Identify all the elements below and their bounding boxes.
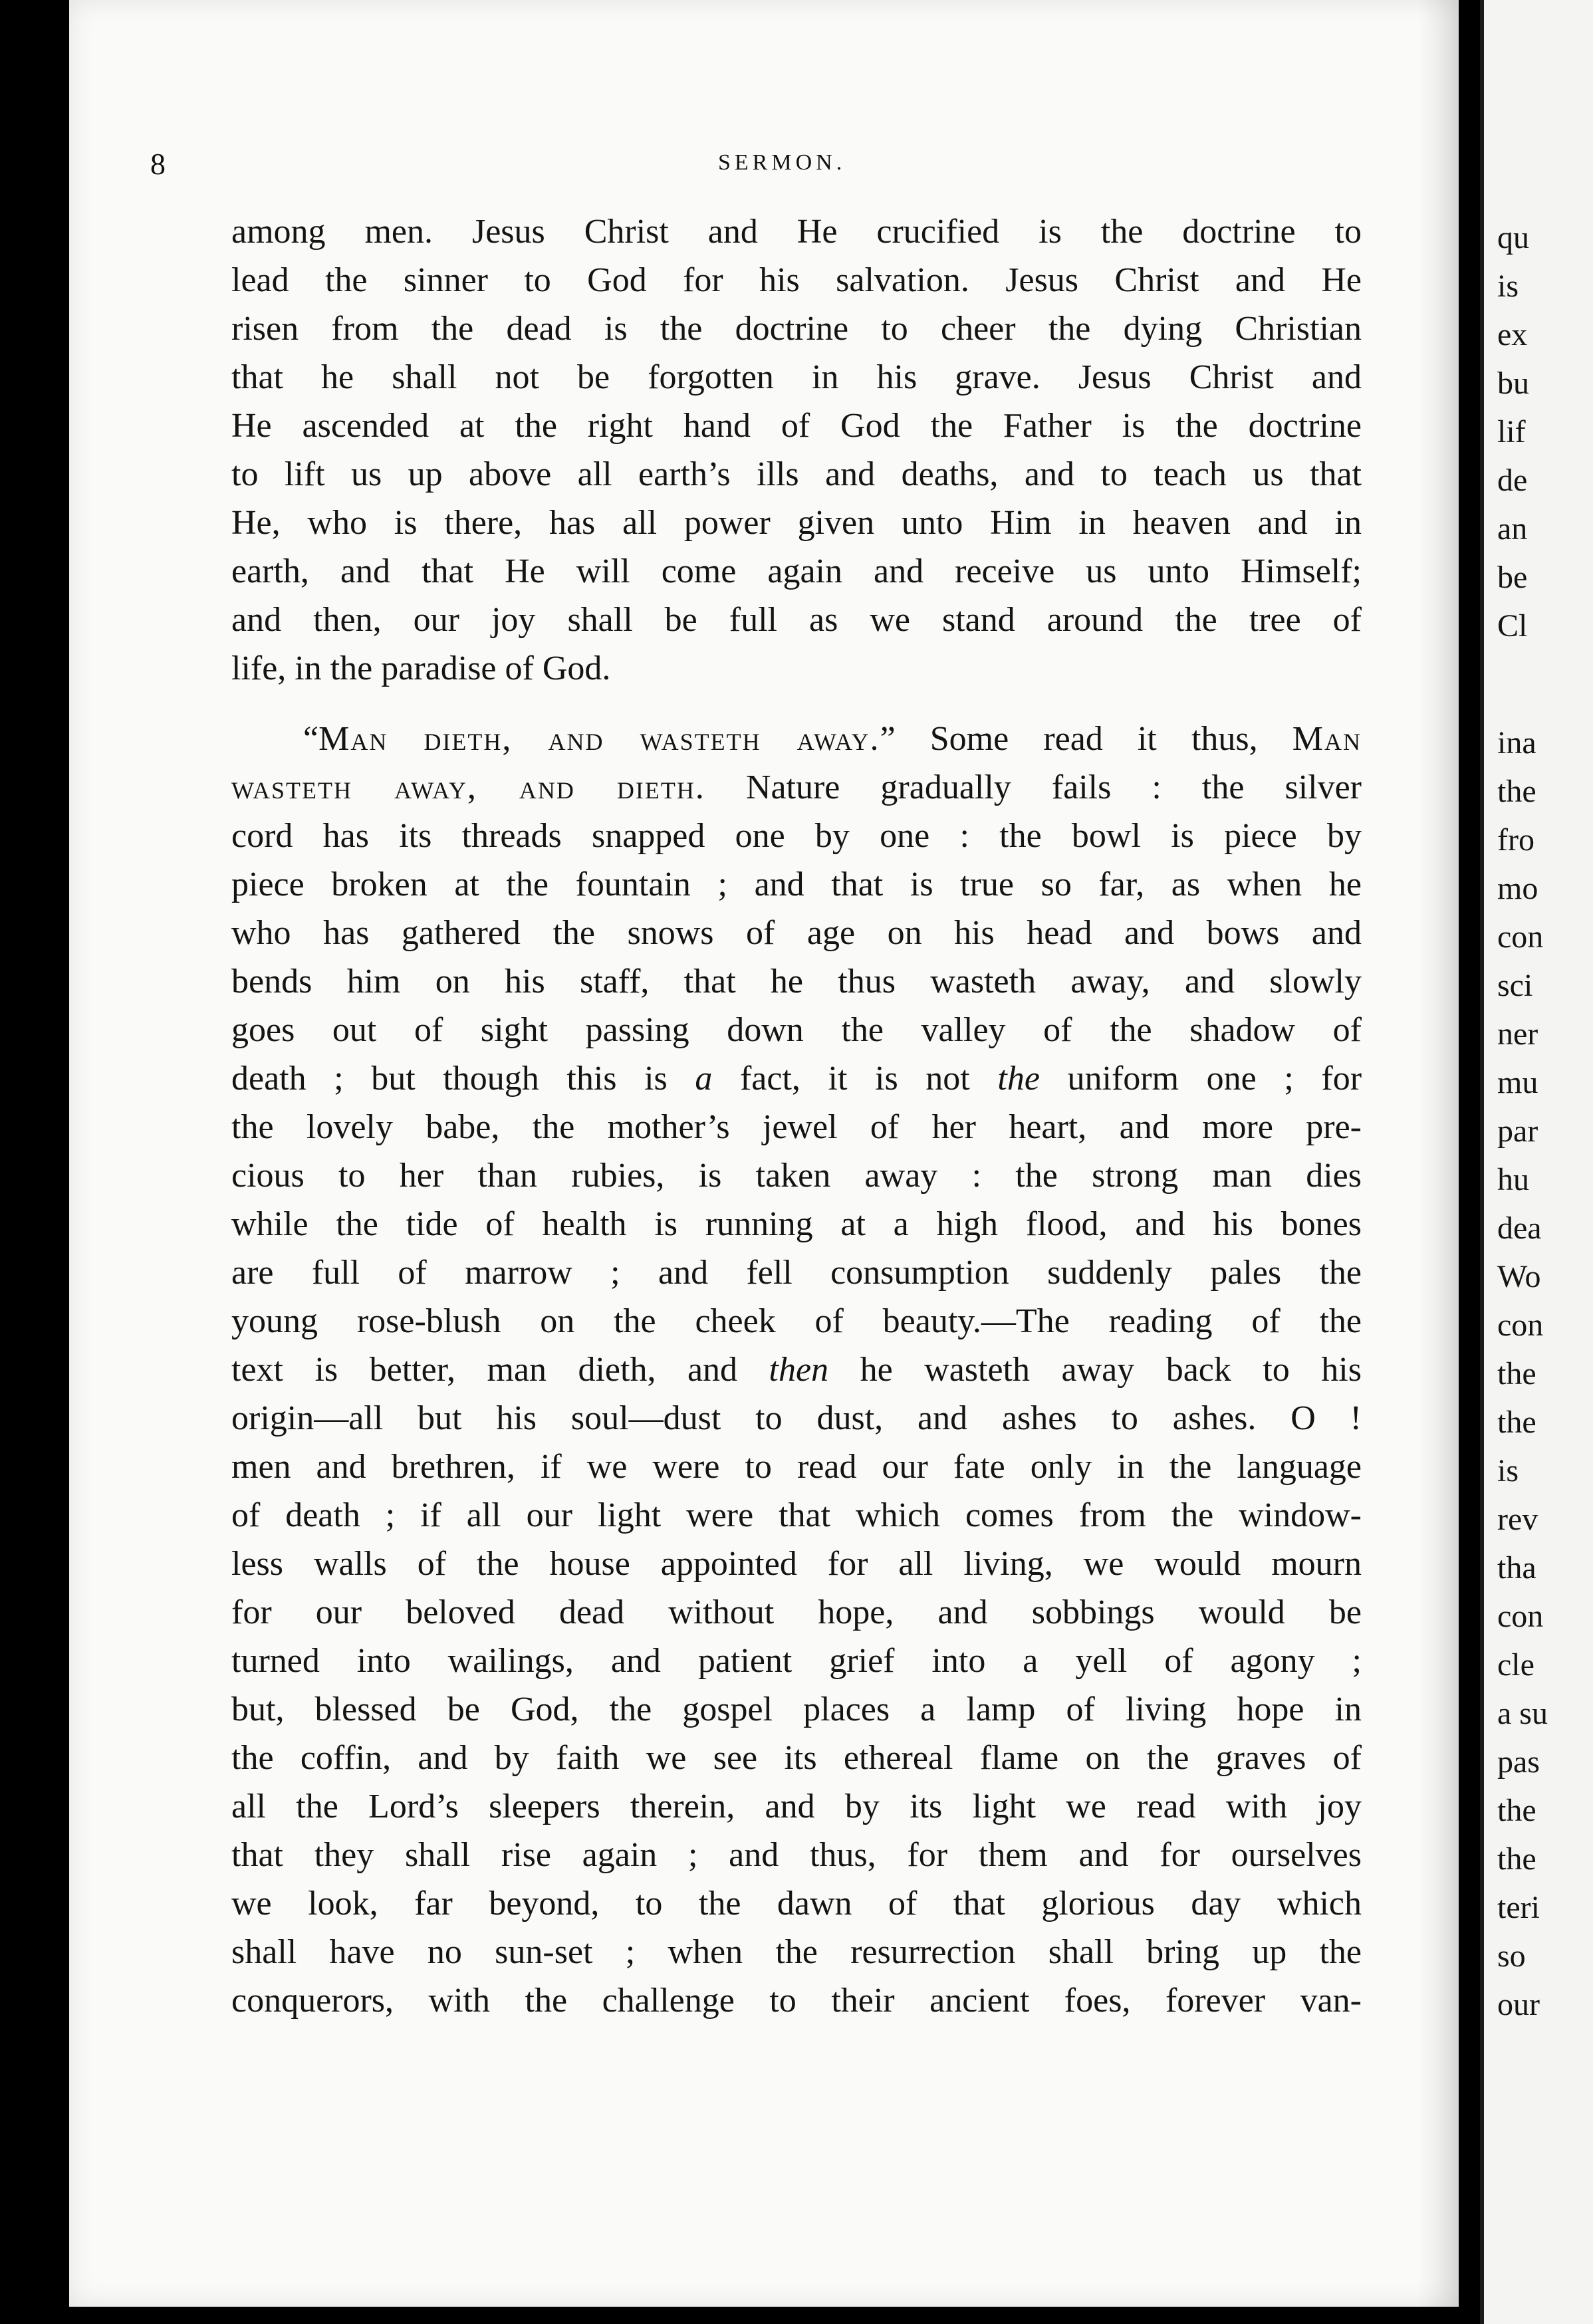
facing-fragment: so (1497, 1938, 1526, 1974)
text-line: all the Lord’s sleepers therein, and by its light we read with joy (231, 1788, 1362, 1825)
facing-fragment: the (1497, 1793, 1536, 1828)
text-line: while the tide of health is running at a high flood, and his bones (231, 1205, 1362, 1243)
facing-fragment: our (1497, 1987, 1540, 2022)
facing-fragment: lif (1497, 414, 1526, 449)
facing-fragment: de (1497, 463, 1528, 498)
facing-page (1480, 0, 1593, 2324)
text-line (231, 1345, 1362, 1394)
paragraph-2 (231, 715, 1362, 2025)
text-line: of death ; if all our light were that which comes from the window- (231, 1496, 1362, 1534)
text-line: who has gathered the snows of age on his head and bows and (231, 914, 1362, 952)
text-line: lead the sinner to God for his salvation. Jesus Christ and He (231, 261, 1362, 299)
open-quote: “ (303, 720, 319, 758)
text-line: and then, our joy shall be full as we stand around the tree of (231, 601, 1362, 639)
text-line (231, 1054, 1362, 1103)
text-line: bends him on his staff, that he thus wasteth away, and slowly (231, 963, 1362, 1000)
text-line: for our beloved dead without hope, and sobbings would be (231, 1593, 1362, 1631)
running-head: SERMON. (718, 150, 846, 175)
text-span: he wasteth away back to his (828, 1351, 1362, 1389)
text-line: the coffin, and by faith we see its ethereal flame on the graves of (231, 1739, 1362, 1777)
paragraph-1 (231, 207, 1362, 693)
text-span: text is better, man dieth, and (231, 1351, 769, 1389)
text-span: fact, it is not (712, 1060, 998, 1098)
facing-fragment: fro (1497, 822, 1534, 858)
gutter-shadow (1419, 0, 1459, 2307)
text-line: shall have no sun-set ; when the resurrection shall bring up the (231, 1933, 1362, 1971)
facing-fragment: is (1497, 269, 1519, 304)
text-line: less walls of the house appointed for all living, we would mourn (231, 1545, 1362, 1583)
text-line: cious to her than rubies, is taken away : the strong man dies (231, 1157, 1362, 1195)
text-line: among men. Jesus Christ and He crucified is the doctrine to (231, 213, 1362, 251)
text-span: Nature gradually fails : the silver (705, 768, 1362, 806)
quoted-word: Man (1292, 720, 1362, 758)
facing-fragment: con (1497, 1599, 1544, 1634)
facing-fragment: the (1497, 1405, 1536, 1440)
facing-fragment: teri (1497, 1890, 1540, 1925)
facing-fragment: cle (1497, 1647, 1534, 1683)
text-line: young rose-blush on the cheek of beauty.—The reading of the (231, 1302, 1362, 1340)
facing-fragment: rev (1497, 1502, 1538, 1537)
text-line: He, who is there, has all power given unto Him in heaven and in (231, 504, 1362, 542)
text-line-quote (231, 715, 1362, 763)
facing-fragment: hu (1497, 1162, 1529, 1197)
text-line: but, blessed be God, the gospel places a lamp of living hope in (231, 1690, 1362, 1728)
text-line: earth, and that He will come again and receive us unto Himself; (231, 552, 1362, 590)
facing-fragment: an (1497, 511, 1528, 546)
facing-fragment: be (1497, 560, 1528, 595)
facing-fragment: Cl (1497, 608, 1528, 643)
text-line: origin—all but his soul—dust to dust, and ashes to ashes. O ! (231, 1399, 1362, 1437)
text-span: uniform one ; for (1039, 1060, 1362, 1098)
facing-fragment: the (1497, 1841, 1536, 1877)
text-line: He ascended at the right hand of God the Father is the doctrine (231, 407, 1362, 445)
italic-word: the (997, 1060, 1040, 1098)
text-span: death ; but though this is (231, 1060, 695, 1098)
facing-fragment: the (1497, 1356, 1536, 1391)
text-line: to lift us up above all earth’s ills and deaths, and to teach us that (231, 455, 1362, 493)
page-number: 8 (150, 147, 166, 181)
facing-fragment: ex (1497, 317, 1528, 352)
facing-fragment: mo (1497, 871, 1538, 906)
italic-word: a (695, 1060, 713, 1098)
text-line: piece broken at the fountain ; and that is true so far, as when he (231, 866, 1362, 903)
text-line: cord has its threads snapped one by one : the bowl is piece by (231, 817, 1362, 855)
facing-fragment: tha (1497, 1550, 1536, 1585)
facing-fragment: a su (1497, 1696, 1548, 1731)
facing-fragment: dea (1497, 1211, 1542, 1246)
text-line: the lovely babe, the mother’s jewel of her heart, and more pre- (231, 1108, 1362, 1146)
facing-fragment: qu (1497, 220, 1529, 255)
text-line: that he shall not be forgotten in his grave. Jesus Christ and (231, 358, 1362, 396)
text-line: turned into wailings, and patient grief into a yell of agony ; (231, 1642, 1362, 1680)
text-line (231, 763, 1362, 812)
facing-fragment: par (1497, 1113, 1538, 1149)
quoted-text: Man dieth, and wasteth away. (318, 720, 880, 758)
text-line: conquerors, with the challenge to their ancient foes, forever van- (231, 1982, 1362, 2020)
facing-fragment: sci (1497, 968, 1533, 1003)
text-line: life, in the paradise of God. (231, 649, 611, 687)
text-span: ” Some read it thus, (880, 720, 1258, 758)
text-line: goes out of sight passing down the valley of the shadow of (231, 1011, 1362, 1049)
facing-fragment: mu (1497, 1065, 1538, 1100)
facing-fragment: is (1497, 1453, 1519, 1488)
text-line: are full of marrow ; and fell consumption suddenly pales the (231, 1254, 1362, 1292)
facing-fragment: pas (1497, 1744, 1540, 1780)
facing-fragment: ner (1497, 1016, 1538, 1052)
text-line: men and brethren, if we were to read our fate only in the language (231, 1448, 1362, 1486)
italic-word: then (769, 1351, 829, 1389)
facing-fragment: the (1497, 774, 1536, 809)
facing-fragment: Wo (1497, 1259, 1541, 1294)
quoted-text: wasteth away, and dieth. (231, 768, 705, 806)
facing-fragment: con (1497, 1308, 1544, 1343)
facing-fragment: con (1497, 919, 1544, 955)
text-line: risen from the dead is the doctrine to cheer the dying Christian (231, 310, 1362, 348)
facing-fragment: bu (1497, 366, 1529, 401)
text-line: that they shall rise again ; and thus, for them and for ourselves (231, 1836, 1362, 1874)
facing-fragment: ina (1497, 725, 1536, 760)
text-line: we look, far beyond, to the dawn of that glorious day which (231, 1885, 1362, 1922)
